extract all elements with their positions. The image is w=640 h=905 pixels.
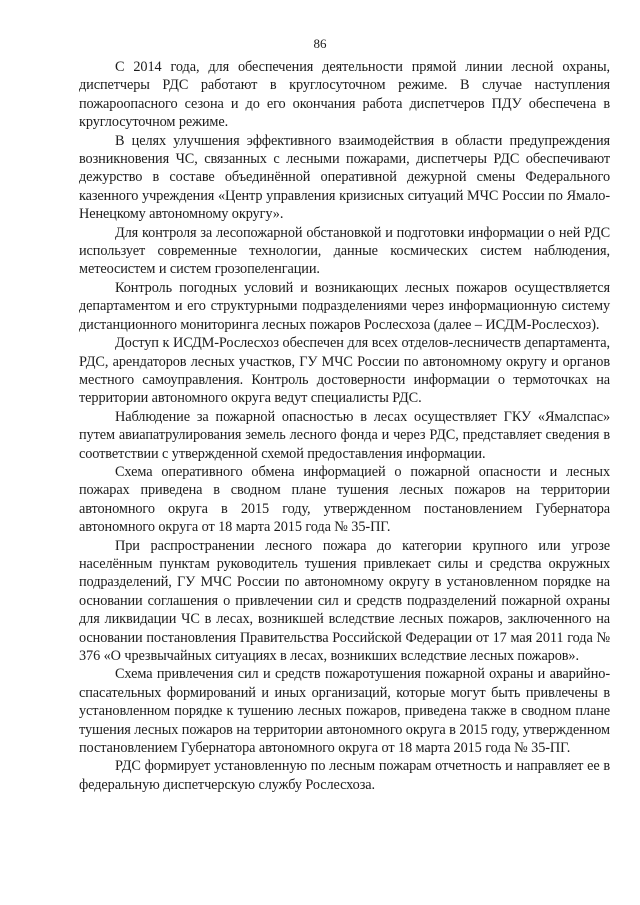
paragraph-joint-duty-shift: В целях улучшения эффективного взаимодействия в области предупреждения возникновения ЧС, связанных с лесными пожарами, диспетчеры РДС обеспечивают дежурство в составе объединённой оперативной дежурной смены Федерального казенного учреждения «Центр управления кризисных ситуаций МЧС России по Ямало-Ненецкому автономному округу». <box>79 132 610 223</box>
paragraph-dispatcher-hours: С 2014 года, для обеспечения деятельности прямой линии лесной охраны, диспетчеры РДС работают в круглосуточном режиме. В случае наступления пожароопасного сезона и до его окончания работа диспетчеров ПДУ обеспечена в круглосуточном режиме. <box>79 59 610 131</box>
document-body <box>79 58 610 794</box>
paragraph-isdm-control: Контроль погодных условий и возникающих лесных пожаров осуществляется департаментом и его структурными подразделениями через информационную систему дистанционного мониторинга лесных пожаров Рослесхоза (далее – ИСДМ-Рослесхоз). <box>79 279 610 333</box>
paragraph-isdm-access: Доступ к ИСДМ-Рослесхоз обеспечен для всех отделов-лесничеств департамента, РДС, арендаторов лесных участков, ГУ МЧС России по автономному округу и органов местного самоуправления. Контроль достоверности информации о термоточках на территории автономного округа ведут специалисты РДС. <box>79 335 610 407</box>
paragraph-info-exchange-scheme: Схема оперативного обмена информацией о пожарной опасности и лесных пожарах приведена в сводном плане тушения лесных пожаров на территории автономного округа в 2015 году, утвержденном постановлением Губернатора автономного округа от 18 марта 2015 года № 35-ПГ. <box>79 463 610 536</box>
paragraph-monitoring-technologies: Для контроля за лесопожарной обстановкой и подготовки информации о ней РДС использует современные технологии, данные космических систем наблюдения, метеосистем и систем грозопеленгации. <box>79 224 610 278</box>
paragraph-aerial-patrol: Наблюдение за пожарной опасностью в лесах осуществляет ГКУ «Ямалспас» путем авиапатрулирования земель лесного фонда и через РДС, представляет сведения в соответствии с утвержденной схемой предоставления информации. <box>79 408 610 462</box>
page-number: 86 <box>313 36 327 51</box>
paragraph-forces-involvement-scheme: Схема привлечения сил и средств пожаротушения пожарной охраны и аварийно-спасательных формирований и иных организаций, которые могут быть привлечены в установленном порядке к тушению лесных пожаров, приведена также в сводном плане тушения лесных пожаров на территории автономного округа в 2015 году, утвержденном постановлением Губернатора автономного округа от 18 марта 2015 года № 35-ПГ. <box>79 666 610 757</box>
paragraph-reporting: РДС формирует установленную по лесным пожарам отчетность и направляет ее в федеральную диспетчерскую службу Рослесхоза. <box>79 758 610 793</box>
paragraph-large-fire-response: При распространении лесного пожара до категории крупного или угрозе населённым пунктам руководитель тушения привлекает силы и средства окружных подразделений, ГУ МЧС России по автономному округу в установленном порядке на основании соглашения о привлечении сил и средств подразделений пожарной охраны для ликвидации ЧС в лесах, возникшей вследствие лесных пожаров, заключенного на основании постановления Правительства Российской Федерации от 17 мая 2011 года № 376 «О чрезвычайных ситуациях в лесах, возникших вследствие лесных пожаров». <box>79 537 610 664</box>
